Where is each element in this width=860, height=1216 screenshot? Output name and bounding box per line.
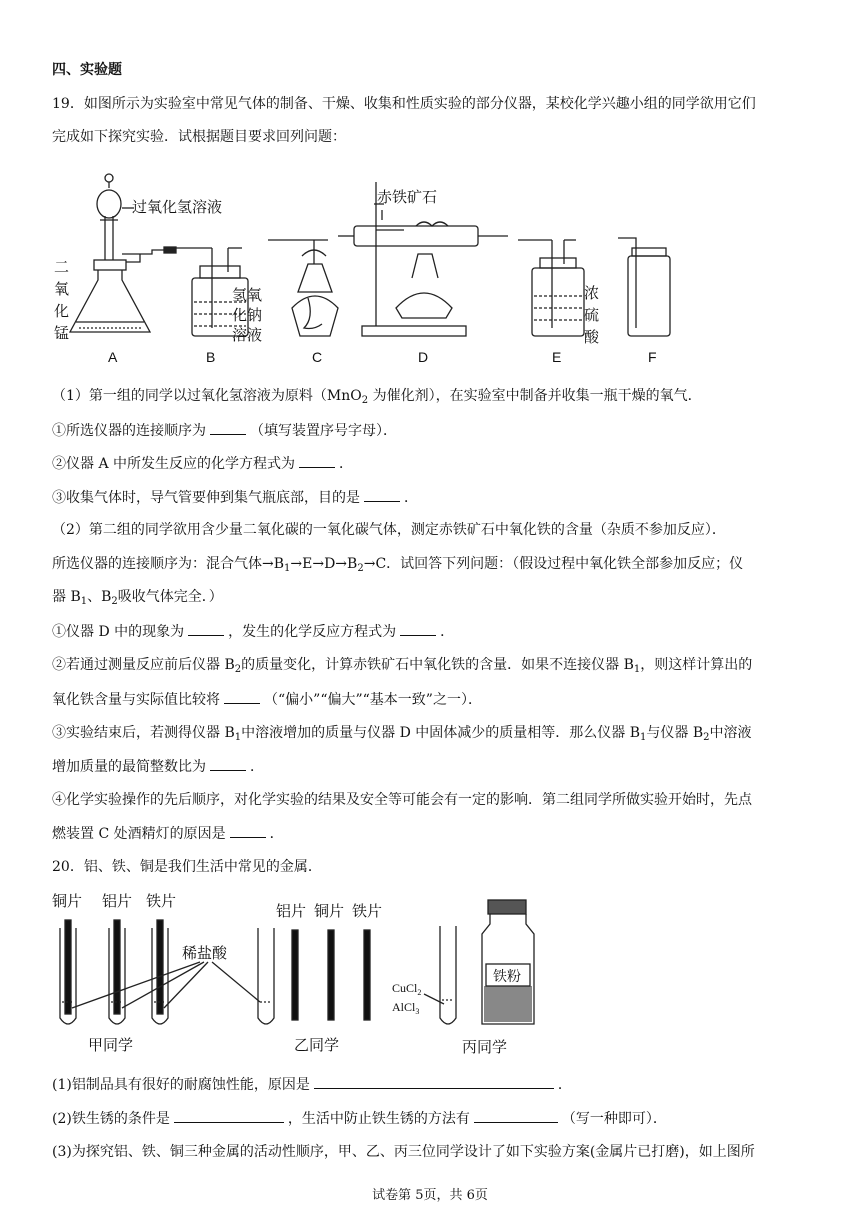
q20-part3: (3)为探究铝、铁、铜三种金属的活动性顺序，甲、乙、丙三位同学设计了如下实验方案(金属片已打磨)，如上图所	[52, 1144, 755, 1160]
answer-blank[interactable]	[364, 487, 400, 502]
label-h2o2: 过氧化氢溶液	[132, 199, 223, 216]
answer-blank[interactable]	[210, 756, 246, 771]
answer-blank[interactable]	[210, 420, 246, 435]
label-jia: 甲同学	[88, 1037, 134, 1054]
label-cu-jia: 铜片	[52, 893, 83, 910]
label-mno2	[54, 259, 69, 342]
q19-part2: （2）第二组的同学欲用含少量二氧化碳的一氧化碳气体，测定赤铁矿石中氧化铁的含量（杂质不参加反应）．	[52, 522, 726, 538]
q19-part1-c: ③收集气体时，导气管要伸到集气瓶底部，目的是 ．	[52, 487, 812, 508]
svg-text:硫: 硫	[584, 307, 600, 324]
apparatus-c	[268, 240, 338, 336]
svg-text:溶液: 溶液	[232, 327, 263, 344]
q19-intro-line1: 19．如图所示为实验室中常见气体的制备、干燥、收集和性质实验的部分仪器，某校化学兴趣小组的同学欲用它们	[52, 96, 756, 112]
q19-part2-d-line2: 燃装置 C 处酒精灯的原因是 ．	[52, 823, 812, 844]
yi-metal-strips	[292, 930, 370, 1020]
q20-part2: (2)铁生锈的条件是 ，生活中防止铁生锈的方法有 （写一种即可）．	[52, 1108, 812, 1129]
svg-text:A: A	[108, 349, 118, 365]
q19-intro-line2: 完成如下探究实验．试根据题目要求回列问题：	[52, 129, 346, 145]
q20-intro: 20．铝、铁、铜是我们生活中常见的金属．	[52, 859, 322, 875]
q19-part2-b: ②若通过测量反应前后仪器 $B_2$的质量变化，计算赤铁矿石中氧化铁的含量．如果不连接仪器 $B_1$，则这样计算出的	[52, 657, 753, 675]
label-iron-powder: 铁粉	[493, 968, 521, 984]
section-title: 四、实验题	[52, 62, 122, 78]
svg-text:浓: 浓	[584, 285, 600, 302]
q19-part1-a: ①所选仪器的连接顺序为 （填写装置序号字母）．	[52, 420, 812, 441]
q19-apparatus-figure	[52, 168, 692, 373]
svg-text:D: D	[418, 349, 429, 365]
svg-text:氢氧: 氢氧	[232, 287, 263, 304]
svg-text:二: 二	[54, 259, 70, 276]
svg-text:C: C	[312, 349, 323, 365]
q19-part2-d: ④化学实验操作的先后顺序，对化学实验的结果及安全等可能会有一定的影响．第二组同学所做实验开始时，先点	[52, 792, 752, 808]
apparatus-e	[518, 240, 584, 336]
q19-part1: （1）第一组的同学以过氧化氢溶液为原料（MnO$_2$ 为催化剂），在实验室中制备并收集一瓶干燥的氧气．	[52, 388, 702, 406]
svg-text:B: B	[206, 349, 216, 365]
svg-text:酸: 酸	[584, 329, 600, 346]
apparatus-letters	[108, 349, 657, 365]
answer-blank[interactable]	[400, 621, 436, 636]
svg-text:E: E	[552, 349, 562, 365]
q19-part2-c-line2: 增加质量的最简整数比为 ．	[52, 756, 812, 777]
svg-text:化: 化	[54, 303, 70, 320]
svg-text:AlCl3: AlCl$_3$	[392, 1000, 420, 1016]
label-ore: 赤铁矿石	[377, 189, 438, 206]
answer-blank[interactable]	[224, 689, 260, 704]
q19-part1-b: ②仪器 A 中所发生反应的化学方程式为 ．	[52, 453, 812, 474]
label-acid: 稀盐酸	[182, 945, 228, 962]
apparatus-f	[618, 238, 670, 336]
svg-text:F: F	[648, 349, 657, 365]
q19-part2-b-line2: 氧化铁含量与实际值比较将 （“偏小”“偏大”“基本一致”之一）．	[52, 689, 812, 710]
label-al-yi: 铝片	[276, 903, 307, 920]
label-h2so4	[584, 285, 600, 346]
answer-blank[interactable]	[188, 621, 224, 636]
q19-part2-seq-line2: 器 $B_1$、$B_2$吸收气体完全．）	[52, 589, 223, 607]
svg-text:氧: 氧	[54, 281, 70, 298]
q20-figure	[52, 890, 552, 1065]
label-fe-yi: 铁片	[352, 903, 383, 920]
svg-text:CuCl2: CuCl$_2$	[392, 981, 422, 997]
label-al-jia: 铝片	[102, 893, 133, 910]
answer-blank[interactable]	[299, 453, 335, 468]
q19-part2-a: ①仪器 D 中的现象为 ，发生的化学反应方程式为 ．	[52, 621, 812, 642]
label-salt-solutions	[392, 981, 421, 1016]
label-cu-yi: 铜片	[314, 903, 345, 920]
label-naoh	[232, 287, 262, 344]
q19-part2-c: ③实验结束后，若测得仪器 $B_1$中溶液增加的质量与仪器 D 中固体减少的质量相等．那么仪器 $B_1$与仪器 $B_2$中溶液	[52, 725, 752, 743]
label-fe-jia: 铁片	[146, 893, 177, 910]
label-bing: 丙同学	[462, 1039, 508, 1056]
page-footer: 试卷第 5页，共 6页	[372, 1188, 488, 1203]
label-yi: 乙同学	[294, 1037, 340, 1054]
answer-blank[interactable]	[474, 1108, 558, 1123]
q19-part2-seq: 所选仪器的连接顺序为：混合气体$\to B_1\to E\to D\to B_2\to C$．试回答下列问题：（假设过程中氧化铁全部参加反应；仪	[52, 556, 744, 574]
svg-text:化钠: 化钠	[232, 307, 263, 324]
answer-blank[interactable]	[230, 823, 266, 838]
q20-part1: (1)铝制品具有很好的耐腐蚀性能，原因是 ．	[52, 1074, 812, 1095]
svg-text:锰: 锰	[54, 325, 70, 342]
bing-apparatus	[424, 900, 534, 1024]
answer-blank[interactable]	[314, 1074, 554, 1089]
answer-blank[interactable]	[174, 1108, 284, 1123]
jia-test-tubes	[60, 920, 274, 1024]
apparatus-a	[70, 174, 176, 332]
